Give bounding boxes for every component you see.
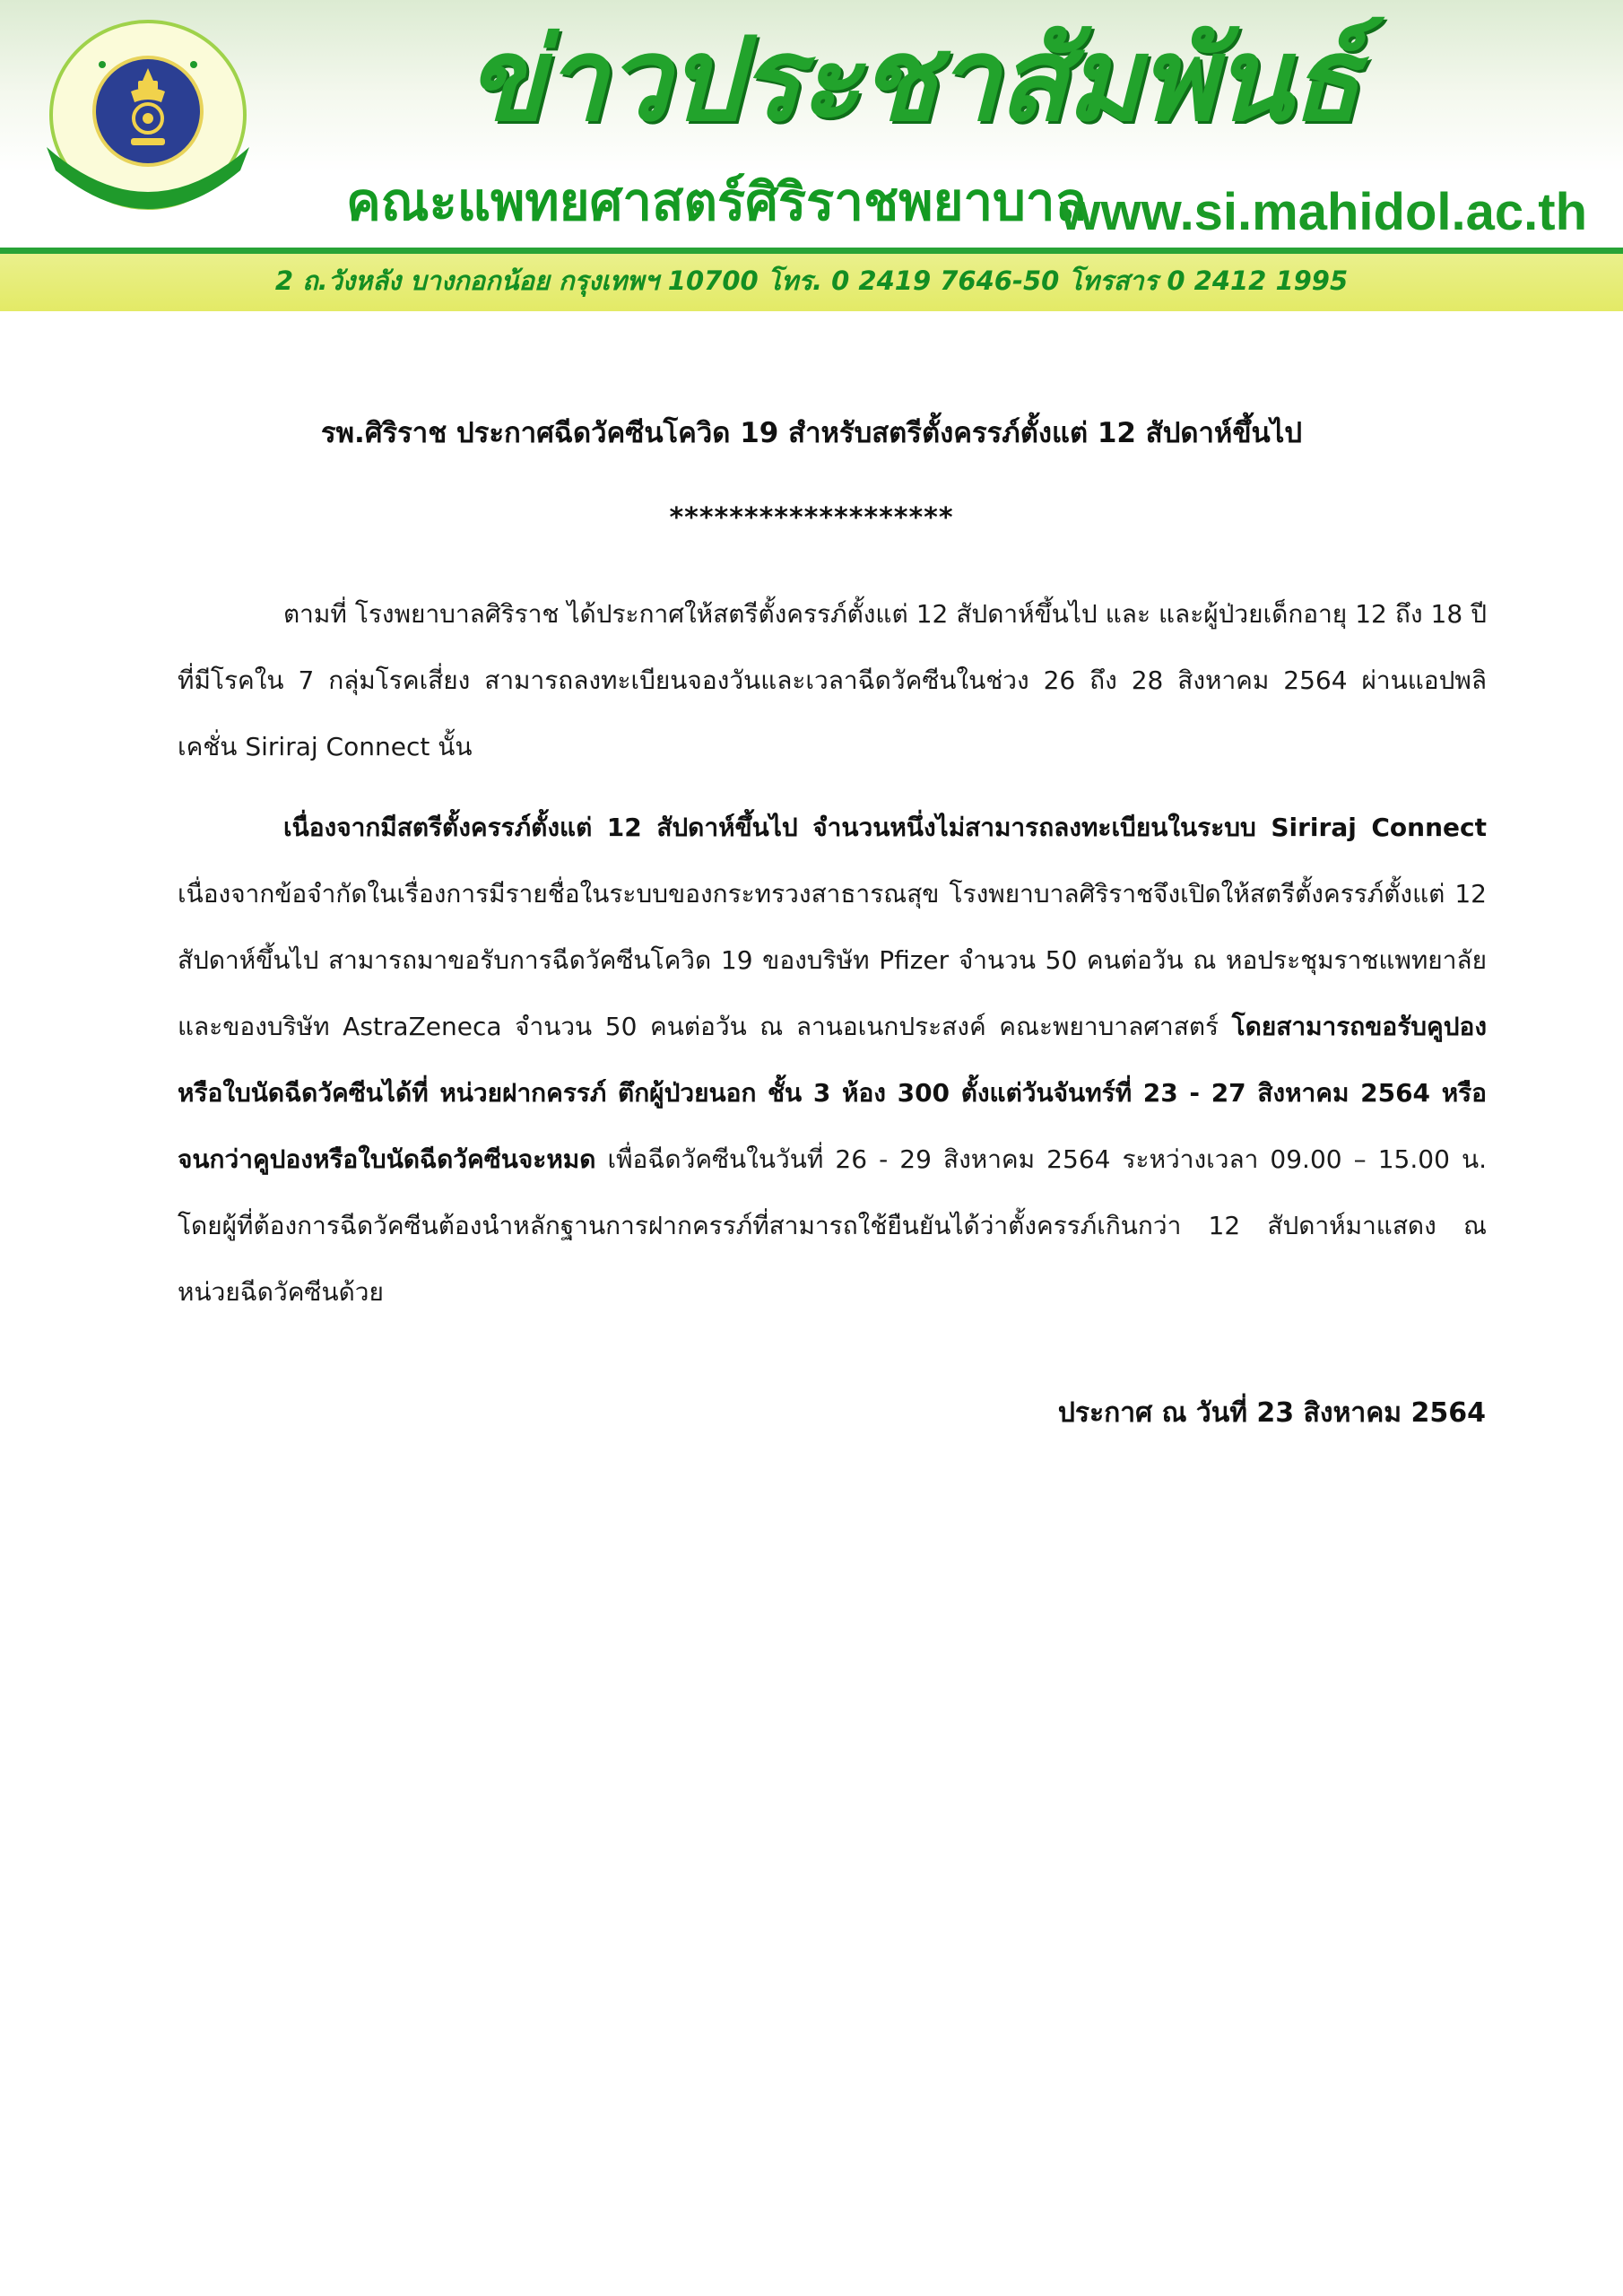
announce-date: ประกาศ ณ วันที่ 23 สิงหาคม 2564 bbox=[1057, 1397, 1486, 1429]
banner-title: ข่าวประชาสัมพันธ์ bbox=[466, 13, 1359, 147]
faculty-name: คณะแพทยศาสตร์ศิริราชพยาบาล bbox=[346, 171, 1087, 232]
letterhead bbox=[0, 0, 1623, 314]
address-text: 2 ถ.วังหลัง บางกอกน้อย กรุงเทพฯ 10700 โทร. 0 2419 7646-50 โทรสาร 0 2412 1995 bbox=[274, 265, 1349, 296]
divider bbox=[0, 248, 1623, 254]
paragraph-details-text-2: เพื่อฉีดวัคซีนในวันที่ 26 - 29 สิงหาคม 2564 ระหว่างเวลา 09.00 – 15.00 น. โดยผู้ที่ต้องการฉีดวัคซีนต้องนำหลักฐานการฝากครรภ์ที่สามารถใช้ยืนยันได้ว่าตั้งครรภ์เกินกว่า 12 สัปดาห์มาแสดง ณ หน่วยฉีดวัคซีนด้วย bbox=[178, 1144, 1487, 1307]
separator: ******************* bbox=[669, 502, 954, 534]
paragraph-details-bold-1: เนื่องจากมีสตรีตั้งครรภ์ตั้งแต่ 12 สัปดาห์ขึ้นไป จำนวนหนึ่งไม่สามารถลงทะเบียนในระบบ Siriraj Connect bbox=[283, 813, 1487, 842]
website-link[interactable]: www.si.mahidol.ac.th bbox=[1060, 183, 1587, 241]
faculty-logo-icon bbox=[38, 13, 258, 224]
page-title: รพ.ศิริราช ประกาศฉีดวัคซีนโควิด 19 สำหรับสตรีตั้งครรภ์ตั้งแต่ 12 สัปดาห์ขึ้นไป bbox=[320, 417, 1303, 449]
paragraph-intro: ตามที่ โรงพยาบาลศิริราช ได้ประกาศให้สตรีตั้งครรภ์ตั้งแต่ 12 สัปดาห์ขึ้นไป และ และผู้ป่วยเด็กอายุ 12 ถึง 18 ปีที่มีโรคใน 7 กลุ่มโรคเสี่ยง สามารถลงทะเบียนจองวันและเวลาฉีดวัคซีนในช่วง 26 ถึง 28 สิงหาคม 2564 ผ่านแอปพลิเคชั่น Siriraj Connect นั้น bbox=[178, 599, 1487, 761]
paragraph-details bbox=[178, 795, 1487, 1326]
address-bar bbox=[0, 254, 1623, 311]
paragraph-details-bold-2: โดยสามารถขอรับคูปองหรือใบนัดฉีดวัคซีนได้ที่ หน่วยฝากครรภ์ ตึกผู้ป่วยนอก ชั้น 3 ห้อง 300 ตั้งแต่วันจันทร์ที่ 23 - 27 สิงหาคม 2564 หรือจนกว่าคูปองหรือใบนัดฉีดวัคซีนจะหมด bbox=[178, 1012, 1487, 1174]
paragraph-details-text-1: เนื่องจากข้อจำกัดในเรื่องการมีรายชื่อในระบบของกระทรวงสาธารณสุข โรงพยาบาลศิริราชจึงเปิดให้สตรีตั้งครรภ์ตั้งแต่ 12 สัปดาห์ขึ้นไป สามารถมาขอรับการฉีดวัคซีนโควิด 19 ของบริษัท Pfizer จำนวน 50 คนต่อวัน ณ หอประชุมราชแพทยาลัย และของบริษัท AstraZeneca จำนวน 50 คนต่อวัน ณ ลานอเนกประสงค์ คณะพยาบาลศาสตร์ bbox=[178, 879, 1487, 1041]
